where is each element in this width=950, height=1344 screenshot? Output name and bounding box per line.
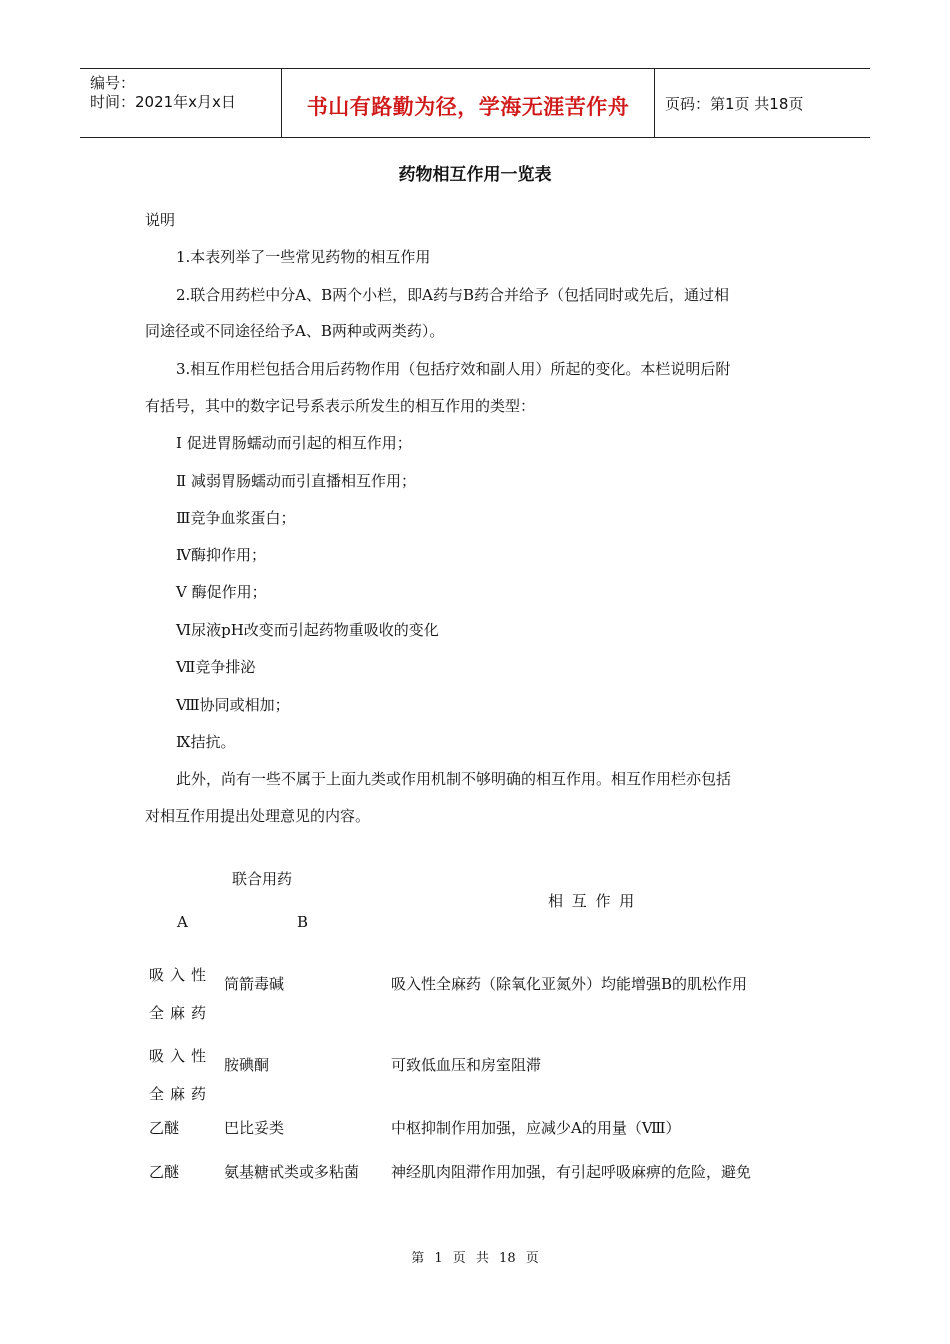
cell-drug-a: 吸入性全麻药 <box>149 966 213 1022</box>
header-center-cell <box>281 69 655 137</box>
extra-note-line-2: 对相互作用提出处理意见的内容。 <box>145 807 371 825</box>
cell-drug-b: 筒箭毒碱 <box>224 975 285 993</box>
extra-note-line-1: 此外，尚有一些不属于上面九类或作用机制不够明确的相互作用。相互作用栏亦包括 <box>176 770 732 788</box>
type-item: Ⅲ竞争血浆蛋白； <box>176 509 296 527</box>
table-header-b: B <box>297 913 309 931</box>
type-item: Ⅵ尿液pH改变而引起药物重吸收的变化 <box>176 621 439 639</box>
cell-effect: 神经肌肉阻滞作用加强，有引起呼吸麻痹的危险，避免 <box>391 1163 752 1181</box>
cell-effect: 吸入性全麻药（除氧化亚氮外）均能增强B的肌松作用 <box>391 975 748 993</box>
table-header-effect: 相 互 作 用 <box>548 892 635 910</box>
intro-item-2-line-2: 同途径或不同途径给予A、B两种或两类药）。 <box>145 322 445 340</box>
header-left-cell <box>80 69 281 137</box>
cell-drug-b: 氨基糖甙类或多粘菌 <box>224 1163 360 1181</box>
number-label: 编号： <box>90 74 136 92</box>
intro-item-3-line-1: 3.相互作用栏包括合用后药物作用（包括疗效和副人用）所起的变化。本栏说明后附 <box>176 360 731 378</box>
document-header <box>80 68 870 138</box>
cell-effect: 中枢抑制作用加强，应减少A的用量（Ⅷ） <box>391 1119 681 1137</box>
page-label: 页码：第1页 共18页 <box>665 95 804 113</box>
type-item: Ⅰ 促进胃肠蠕动而引起的相互作用； <box>176 434 412 452</box>
page-title: 药物相互作用一览表 <box>398 165 552 185</box>
type-item: Ⅴ 酶促作用； <box>176 583 267 601</box>
type-item: Ⅷ协同或相加； <box>176 696 290 714</box>
table-header-combo: 联合用药 <box>232 870 293 888</box>
time-label: 时间：2021年x月x日 <box>90 93 236 111</box>
intro-item-1: 1.本表列举了一些常见药物的相互作用 <box>176 248 431 266</box>
cell-drug-a: 吸入性全麻药 <box>149 1047 213 1103</box>
header-right-cell <box>655 69 870 137</box>
type-item: Ⅶ竞争排泌 <box>176 658 256 676</box>
cell-drug-a: 乙醚 <box>149 1163 180 1181</box>
table-header-a: A <box>177 913 188 931</box>
cell-drug-a: 乙醚 <box>149 1119 180 1137</box>
cell-effect: 可致低血压和房室阻滞 <box>391 1056 542 1074</box>
page-footer: 第 1 页 共 18 页 <box>411 1251 539 1266</box>
intro-heading: 说明 <box>145 211 176 229</box>
type-item: Ⅳ酶抑作用； <box>176 546 266 564</box>
cell-drug-b: 巴比妥类 <box>224 1119 285 1137</box>
intro-item-2-line-1: 2.联合用药栏中分A、B两个小栏，即A药与B药合并给予（包括同时或先后，通过相 <box>176 286 730 304</box>
type-item: Ⅸ拮抗。 <box>176 733 236 751</box>
type-item: Ⅱ 减弱胃肠蠕动而引直播相互作用； <box>176 472 416 490</box>
intro-item-3-line-2: 有括号，其中的数字记号系表示所发生的相互作用的类型： <box>145 397 536 415</box>
cell-drug-b: 胺碘酮 <box>224 1056 270 1074</box>
header-motto: 书山有路勤为径，学海无涯苦作舟 <box>306 94 630 119</box>
